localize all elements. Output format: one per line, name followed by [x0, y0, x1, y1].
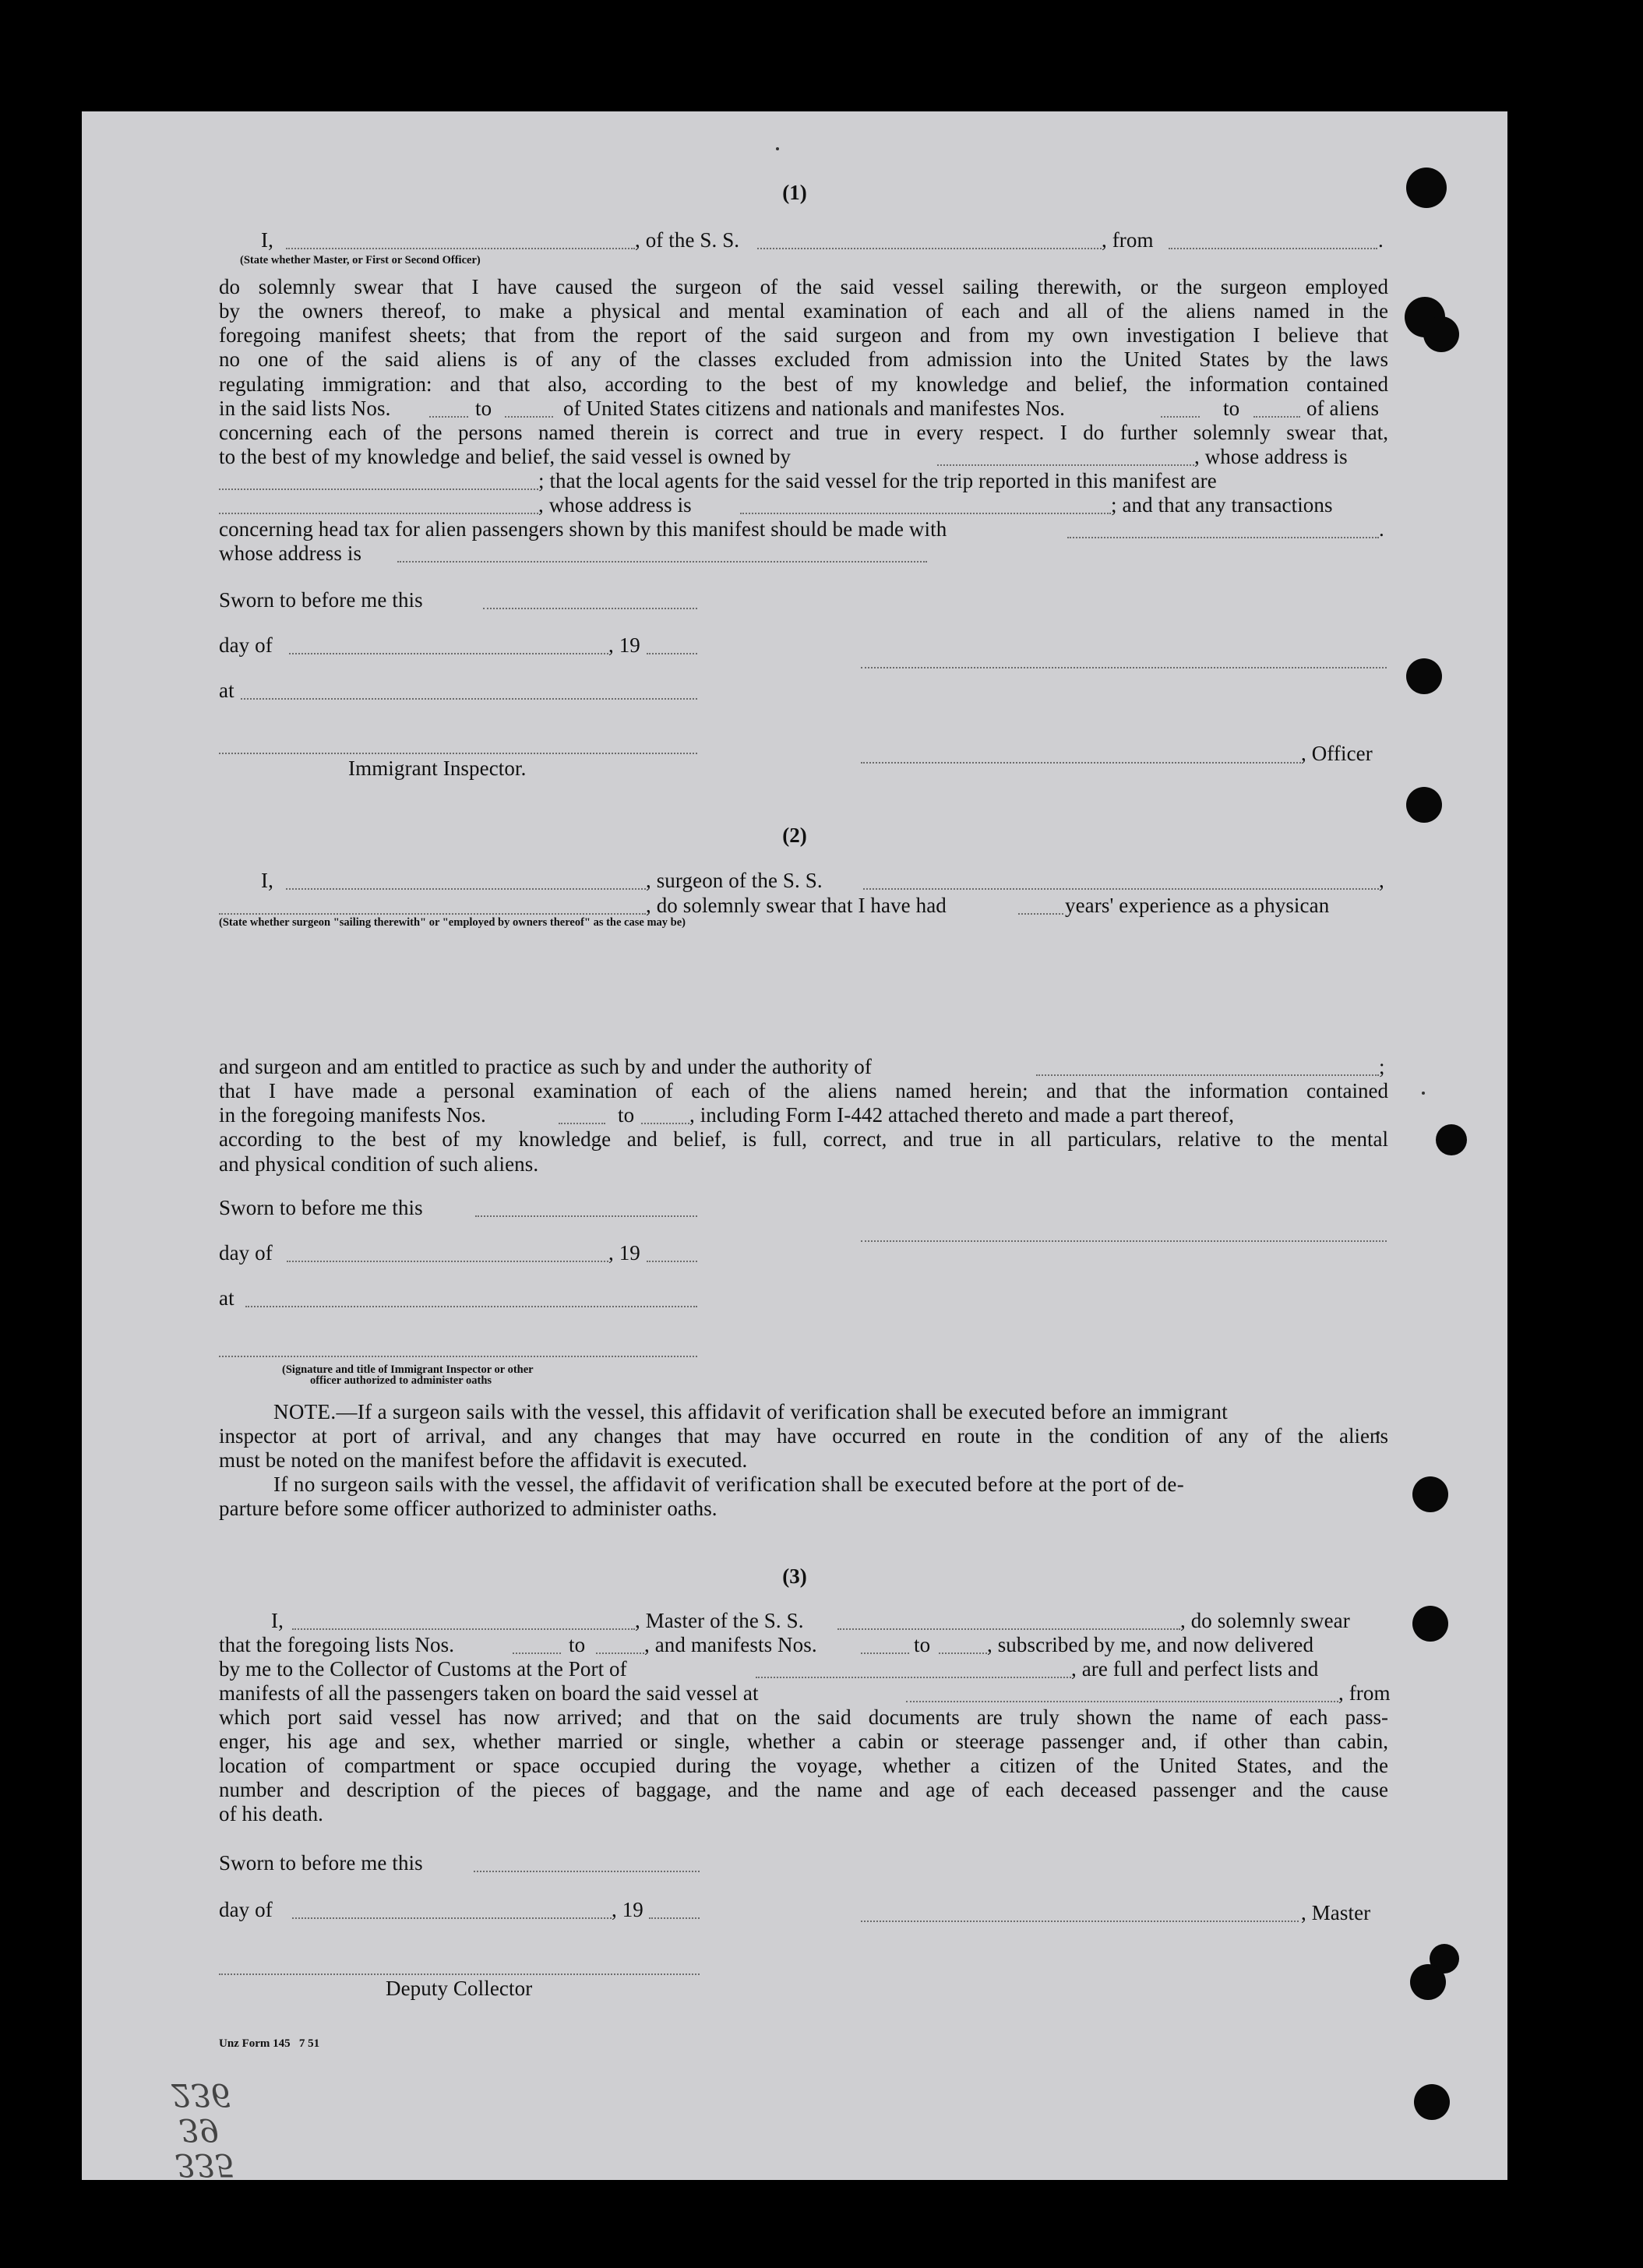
punch-hole	[1412, 1606, 1448, 1642]
s3-perfect-label: , are full and perfect lists and	[1071, 1657, 1319, 1681]
s3-from-label: , from	[1338, 1681, 1391, 1705]
s3-day-label: day of	[219, 1898, 273, 1921]
s3-master-of-label: , Master of the S. S.	[635, 1609, 804, 1632]
s1-signature-line-upper[interactable]	[861, 667, 1387, 668]
s1-agents-field[interactable]	[219, 513, 538, 514]
punch-hole	[1406, 787, 1442, 823]
s1-whose-address-field[interactable]	[397, 561, 927, 563]
s3-master-signature-field[interactable]	[861, 1921, 1299, 1922]
s1-citizens-label: of United States citizens and nationals and manifestes Nos.	[563, 397, 1065, 420]
s3-para-line: which port said vessel has now arrived; and that on the said documents are truly shown the name of each pass-	[219, 1705, 1388, 1729]
s1-headtax-field[interactable]	[1067, 537, 1379, 538]
s2-sig-note-1: (Signature and title of Immigrant Inspector or other	[282, 1363, 534, 1376]
s1-agents-address-field[interactable]	[740, 513, 1111, 514]
s2-nos-to: to	[618, 1103, 635, 1127]
s2-i-label: I,	[261, 869, 273, 892]
s1-nos-from-field[interactable]	[429, 416, 468, 418]
s1-of-ss-label: , of the S. S.	[635, 228, 740, 252]
s3-year-label: , 19	[612, 1898, 643, 1921]
s3-para-last: of his death.	[219, 1802, 324, 1825]
s1-manifest-from-field[interactable]	[1161, 416, 1200, 418]
s3-subscribed-label: , subscribed by me, and now delivered	[987, 1633, 1314, 1656]
s1-sworn-field[interactable]	[483, 608, 697, 609]
punch-hole	[1412, 1476, 1448, 1512]
s3-master-name-field[interactable]	[292, 1628, 635, 1630]
s1-from-end: .	[1378, 228, 1384, 252]
s1-headtax-end: .	[1379, 517, 1384, 541]
s2-comma: ,	[1379, 869, 1384, 892]
s1-officer-signature-field[interactable]	[861, 762, 1301, 764]
s1-owner-address-field[interactable]	[219, 489, 538, 490]
s2-authority-end: ;	[1379, 1055, 1385, 1078]
s1-inspector-signature-field[interactable]	[219, 753, 697, 754]
s2-sworn-field[interactable]	[475, 1215, 697, 1217]
section-3-number: (3)	[782, 1564, 807, 1588]
s3-swear-label: , do solemnly swear	[1180, 1609, 1350, 1632]
s2-nos-from-field[interactable]	[559, 1123, 605, 1124]
s2-note-line: must be noted on the manifest before the affidavit is executed.	[219, 1448, 748, 1472]
s3-deputy-signature-field[interactable]	[219, 1973, 700, 1975]
s3-para-line: enger, his age and sex, whether married or single, whether a cabin or steerage passenger and, if other than cabin,	[219, 1730, 1388, 1753]
s2-year-field[interactable]	[647, 1261, 697, 1262]
s2-note-line: NOTE.—If a surgeon sails with the vessel, this affidavit of verification shall be executed before an immigrant	[273, 1400, 1229, 1423]
punch-hole	[1414, 2084, 1450, 2120]
handwritten-number: 335	[175, 2146, 235, 2182]
s2-authority-field[interactable]	[1036, 1074, 1379, 1076]
s3-year-field[interactable]	[649, 1917, 700, 1919]
s3-para-line: number and description of the pieces of baggage, and the name and age of each deceased passenger and the cause	[219, 1778, 1388, 1801]
handwritten-number: 39	[179, 2111, 219, 2147]
s3-sworn-field[interactable]	[474, 1871, 700, 1872]
s2-swear-label: , do solemnly swear that I have had	[646, 894, 947, 917]
s1-officer-name-field[interactable]	[286, 248, 635, 249]
stray-mark	[776, 147, 779, 150]
s2-years-field[interactable]	[1018, 913, 1063, 915]
s2-nos-label: in the foregoing manifests Nos.	[219, 1103, 486, 1127]
s3-manifests-to-field[interactable]	[939, 1653, 987, 1654]
s1-para-line: do solemnly swear that I have caused the surgeon of the said vessel sailing therewith, or the surgeon employed	[219, 275, 1388, 298]
s1-day-field[interactable]	[289, 653, 608, 654]
s3-lists-label: that the foregoing lists Nos.	[219, 1633, 455, 1656]
stray-mark	[1422, 1092, 1425, 1095]
s3-lists-from-field[interactable]	[513, 1653, 561, 1654]
s1-sworn-label: Sworn to before me this	[219, 588, 423, 612]
s1-year-label: , 19	[608, 633, 640, 657]
s3-para-line: location of compartment or space occupied during the voyage, whether a citizen of the United States, and the	[219, 1754, 1388, 1777]
s1-vessel-field[interactable]	[757, 248, 1102, 249]
s2-note-line: If no surgeon sails with the vessel, the affidavit of verification shall be executed before at the port of de-	[273, 1473, 1185, 1496]
s2-inspector-signature-field[interactable]	[219, 1356, 697, 1357]
s3-day-field[interactable]	[292, 1917, 612, 1919]
s1-whose-address-label: whose address is	[219, 541, 362, 565]
s1-headtax-label: concerning head tax for alien passengers shown by this manifest should be made with	[219, 517, 947, 541]
s2-surgeon-of-label: , surgeon of the S. S.	[646, 869, 823, 892]
s2-note-line: inspector at port of arrival, and any changes that may have occurred en route in the condition of any of the aliens	[219, 1424, 1388, 1448]
s3-deputy-label: Deputy Collector	[386, 1977, 533, 2000]
s3-lists-to-field[interactable]	[596, 1653, 644, 1654]
s1-transactions-label: ; and that any transactions	[1111, 493, 1333, 517]
section-2-number: (2)	[782, 824, 807, 847]
s2-sworn-label: Sworn to before me this	[219, 1196, 423, 1219]
s1-nos-label: in the said lists Nos.	[219, 397, 391, 420]
s1-year-field[interactable]	[647, 653, 697, 654]
punch-hole	[1423, 316, 1459, 352]
s2-para-line: that I have made a personal examination of each of the aliens named herein; and that the information contained	[219, 1079, 1388, 1102]
s3-boarded-at-field[interactable]	[906, 1701, 1338, 1702]
s1-officer-label: , Officer	[1301, 742, 1373, 765]
s1-at-label: at	[219, 679, 234, 702]
s1-owner-address-label: , whose address is	[1194, 445, 1348, 468]
s1-nos-to: to	[475, 397, 492, 420]
s2-at-field[interactable]	[245, 1306, 697, 1307]
s2-at-label: at	[219, 1286, 234, 1310]
s1-i-label: I,	[261, 228, 273, 252]
s2-day-label: day of	[219, 1241, 273, 1265]
s3-i-label: I,	[271, 1609, 284, 1632]
s1-agents-address-label: , whose address is	[538, 493, 692, 517]
s1-officer-note: (State whether Master, or First or Second Officer)	[240, 254, 481, 266]
s2-vessel-field[interactable]	[863, 888, 1379, 890]
s2-para-line: according to the best of my knowledge and belief, is full, correct, and true in all particulars, relative to the mental	[219, 1127, 1388, 1151]
s1-owned-label: to the best of my knowledge and belief, the said vessel is owned by	[219, 445, 792, 468]
punch-hole	[1410, 1964, 1446, 2000]
s2-sig-note-2: officer authorized to administer oaths	[310, 1374, 492, 1387]
s1-para-line: no one of the said aliens is of any of the classes excluded from admission into the United States by the laws	[219, 347, 1388, 371]
s3-lists-to: to	[569, 1633, 586, 1656]
s1-para-line: by the owners thereof, to make a physical and mental examination of each and all of the aliens named in the	[219, 299, 1388, 323]
s1-inspector-label: Immigrant Inspector.	[348, 757, 527, 780]
s1-manifest-to: to	[1223, 397, 1240, 420]
s3-sworn-label: Sworn to before me this	[219, 1851, 423, 1875]
s1-para-line: regulating immigration: and that also, according to the best of my knowledge and belief, the information contained	[219, 372, 1388, 396]
s2-condition: and physical condition of such aliens.	[219, 1152, 539, 1176]
s2-form-label: , including Form I-442 attached thereto and made a part thereof,	[689, 1103, 1235, 1127]
s3-master-label: , Master	[1301, 1901, 1371, 1924]
s3-manifests-label: , and manifests Nos.	[644, 1633, 817, 1656]
s3-manifests-board-label: manifests of all the passengers taken on board the said vessel at	[219, 1681, 759, 1705]
s2-surgeon-name-field[interactable]	[286, 888, 646, 890]
s1-agents-label: ; that the local agents for the said vessel for the trip reported in this manifest are	[538, 469, 1217, 492]
section-1-number: (1)	[782, 181, 807, 204]
s3-vessel-field[interactable]	[837, 1628, 1180, 1630]
s3-manifests-to: to	[914, 1633, 931, 1656]
s1-para-line: concerning each of the persons named therein is correct and true in every respect. I do further solemnly swear that,	[219, 421, 1388, 444]
s1-para-line: foregoing manifest sheets; that from the report of the said surgeon and from my own investigation I believe that	[219, 323, 1388, 347]
s1-day-label: day of	[219, 633, 273, 657]
form-page	[82, 111, 1507, 2180]
s1-aliens-label: of aliens	[1306, 397, 1380, 420]
s2-day-field[interactable]	[287, 1261, 608, 1262]
form-number: Unz Form 145 7 51	[219, 2037, 320, 2050]
punch-hole	[1436, 1124, 1467, 1155]
s1-owner-field[interactable]	[937, 464, 1194, 466]
s1-from-field[interactable]	[1169, 248, 1377, 249]
s2-years-label: years' experience as a physican	[1065, 894, 1330, 917]
s1-at-field[interactable]	[241, 698, 697, 700]
handwritten-number: 236	[171, 2076, 231, 2112]
s2-year-label: , 19	[608, 1241, 640, 1265]
punch-hole	[1406, 658, 1442, 694]
s2-note-line: parture before some officer authorized to administer oaths.	[219, 1497, 717, 1520]
s2-nos-to-field[interactable]	[641, 1123, 689, 1124]
s2-authority-label: and surgeon and am entitled to practice as such by and under the authority of	[219, 1055, 872, 1078]
s2-surgeon-type-field[interactable]	[219, 913, 646, 915]
s2-signature-field[interactable]	[861, 1240, 1387, 1242]
s1-manifest-to-field[interactable]	[1253, 416, 1300, 418]
s3-manifests-from-field[interactable]	[861, 1653, 909, 1654]
s1-from-label: , from	[1102, 228, 1154, 252]
s3-port-field[interactable]	[756, 1677, 1071, 1678]
s2-surgeon-note: (State whether surgeon "sailing therewith" or "employed by owners thereof" as the case may be)	[219, 916, 686, 929]
s1-nos-to-field[interactable]	[505, 416, 553, 418]
s3-port-label: by me to the Collector of Customs at the Port of	[219, 1657, 627, 1681]
